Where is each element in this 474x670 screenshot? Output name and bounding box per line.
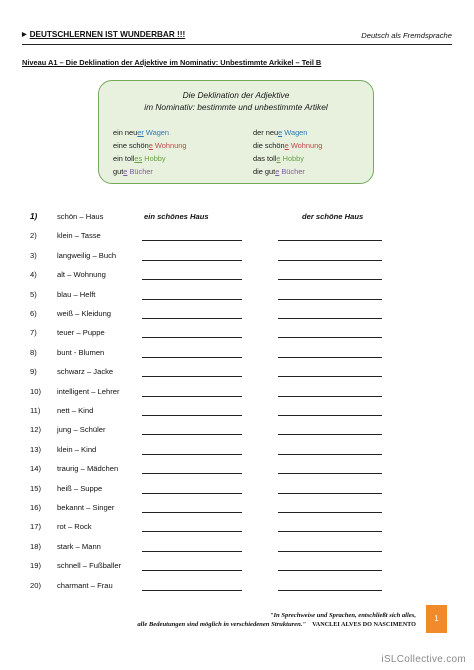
exercise-prompt: charmant – Frau <box>57 580 113 590</box>
answer-definite: der schöne Haus <box>302 212 364 221</box>
answer-blank-indefinite[interactable] <box>142 434 242 435</box>
answer-blank-definite[interactable] <box>278 357 382 358</box>
exercise-prompt: teuer – Puppe <box>57 328 105 338</box>
quote-line2: alle Bedeutungen sind möglich in verschiedenen Strukturen." VANCLEI ALVES DO NASCIMENTO <box>137 621 416 628</box>
answer-blank-definite[interactable] <box>278 299 382 300</box>
example-definite-1: der neue Wagen <box>253 128 308 137</box>
triangle-bullet-icon: ▶ <box>22 32 27 38</box>
exercise-number: 5) <box>30 289 37 299</box>
answer-blank-definite[interactable] <box>278 493 382 494</box>
example-indefinite-4: gute Bücher <box>113 167 153 176</box>
example-indefinite-2: eine schöne Wohnung <box>113 141 187 150</box>
grammar-box-title-line2: im Nominativ: bestimmte und unbestimmte Artikel <box>144 102 328 112</box>
answer-blank-indefinite[interactable] <box>142 299 242 300</box>
exercise-number: 9) <box>30 367 37 377</box>
exercise-prompt: klein – Tasse <box>57 231 101 241</box>
exercise-number: 19) <box>30 561 41 571</box>
exercise-row <box>0 581 474 595</box>
exercise-prompt: alt – Wohnung <box>57 270 106 280</box>
exercise-prompt: schwarz – Jacke <box>57 367 114 377</box>
exercise-number: 1) <box>30 212 38 221</box>
example-definite-4: die gute Bücher <box>253 167 305 176</box>
exercise-row <box>0 348 474 362</box>
site-watermark: iSLCollective.com <box>381 654 466 665</box>
exercise-row <box>0 367 474 381</box>
exercise-row <box>0 309 474 323</box>
exercise-number: 8) <box>30 347 37 357</box>
exercise-number: 16) <box>30 503 41 512</box>
grammar-box <box>98 80 374 184</box>
worksheet-series-title: ▶ DEUTSCHLERNEN IST WUNDERBAR !!! <box>22 30 186 39</box>
answer-blank-indefinite[interactable] <box>142 337 242 338</box>
exercise-row <box>0 503 474 517</box>
exercise-row <box>0 445 474 459</box>
exercise-prompt: stark – Mann <box>57 541 101 551</box>
exercise-number: 18) <box>30 541 41 551</box>
exercise-prompt: schnell – Fußballer <box>57 561 122 571</box>
answer-blank-definite[interactable] <box>278 240 382 241</box>
exercise-number: 6) <box>30 309 37 318</box>
exercise-prompt: bunt - Blumen <box>57 347 105 357</box>
exercise-prompt: intelligent – Lehrer <box>57 386 120 396</box>
example-definite-2: die schöne Wohnung <box>253 141 323 150</box>
page-number: 1 <box>426 605 447 633</box>
answer-blank-definite[interactable] <box>278 279 382 280</box>
exercise-number: 15) <box>30 483 41 493</box>
exercise-row <box>0 212 474 226</box>
exercise-number: 20) <box>30 580 41 590</box>
answer-blank-indefinite[interactable] <box>142 279 242 280</box>
answer-blank-indefinite[interactable] <box>142 531 242 532</box>
example-indefinite-3: ein tolles Hobby <box>113 154 166 163</box>
exercise-prompt: nett – Kind <box>57 406 94 415</box>
answer-blank-definite[interactable] <box>278 551 382 552</box>
answer-blank-definite[interactable] <box>278 415 382 416</box>
exercise-number: 17) <box>30 522 41 532</box>
exercise-number: 4) <box>30 270 37 280</box>
answer-blank-definite[interactable] <box>278 473 382 474</box>
exercise-row <box>0 406 474 420</box>
exercise-prompt: traurig – Mädchen <box>57 464 119 474</box>
course-label: Deutsch als Fremdsprache <box>361 31 452 40</box>
answer-blank-indefinite[interactable] <box>142 318 242 319</box>
answer-blank-indefinite[interactable] <box>142 415 242 416</box>
exercise-row <box>0 425 474 439</box>
answer-blank-definite[interactable] <box>278 512 382 513</box>
exercise-number: 10) <box>30 386 41 396</box>
exercise-row <box>0 522 474 536</box>
answer-blank-definite[interactable] <box>278 590 382 591</box>
answer-blank-indefinite[interactable] <box>142 396 242 397</box>
exercise-row <box>0 290 474 304</box>
exercise-prompt: rot – Rock <box>57 522 92 532</box>
answer-blank-definite[interactable] <box>278 318 382 319</box>
exercise-number: 7) <box>30 328 37 338</box>
answer-blank-definite[interactable] <box>278 376 382 377</box>
exercise-prompt: jung – Schüler <box>57 425 106 435</box>
exercise-row <box>0 328 474 342</box>
exercise-prompt: klein – Kind <box>57 444 97 454</box>
example-definite-3: das tolle Hobby <box>253 154 304 163</box>
example-indefinite-1: ein neuer Wagen <box>113 128 170 137</box>
answer-blank-indefinite[interactable] <box>142 260 242 261</box>
answer-blank-indefinite[interactable] <box>142 473 242 474</box>
answer-blank-indefinite[interactable] <box>142 493 242 494</box>
answer-blank-indefinite[interactable] <box>142 551 242 552</box>
exercise-number: 13) <box>30 444 41 454</box>
answer-blank-definite[interactable] <box>278 570 382 571</box>
exercise-prompt: bekannt – Singer <box>57 503 115 512</box>
exercise-row <box>0 464 474 478</box>
answer-blank-definite[interactable] <box>278 454 382 455</box>
exercise-row <box>0 231 474 245</box>
answer-blank-indefinite[interactable] <box>142 512 242 513</box>
exercise-prompt: blau – Helft <box>57 289 96 299</box>
answer-blank-indefinite[interactable] <box>142 454 242 455</box>
answer-blank-definite[interactable] <box>278 531 382 532</box>
exercise-row <box>0 251 474 265</box>
exercise-number: 3) <box>30 250 37 260</box>
exercise-prompt: weiß – Kleidung <box>57 309 112 318</box>
answer-blank-indefinite[interactable] <box>142 570 242 571</box>
answer-blank-definite[interactable] <box>278 260 382 261</box>
answer-blank-indefinite[interactable] <box>142 357 242 358</box>
answer-blank-indefinite[interactable] <box>142 376 242 377</box>
exercise-number: 11) <box>30 406 41 415</box>
exercise-row <box>0 542 474 556</box>
answer-blank-definite[interactable] <box>278 337 382 338</box>
exercise-prompt: heiß – Suppe <box>57 483 103 493</box>
quote-line1: "In Sprechweise und Sprachen, entschließt sich alles, <box>269 612 416 619</box>
worksheet-subtitle: Niveau A1 – Die Deklination der Adjektive im Nominativ: Unbestimmte Arkikel – Teil B <box>22 58 322 67</box>
exercise-row <box>0 270 474 284</box>
exercise-number: 12) <box>30 425 41 435</box>
answer-blank-definite[interactable] <box>278 434 382 435</box>
exercise-row <box>0 561 474 575</box>
exercise-row <box>0 387 474 401</box>
grammar-box-title-line1: Die Deklination der Adjektive <box>182 90 290 100</box>
exercise-number: 14) <box>30 464 41 474</box>
quote-author: VANCLEI ALVES DO NASCIMENTO <box>312 621 416 628</box>
answer-blank-indefinite[interactable] <box>142 590 242 591</box>
exercise-prompt: schön – Haus <box>57 212 104 221</box>
answer-blank-definite[interactable] <box>278 396 382 397</box>
exercise-row <box>0 484 474 498</box>
answer-blank-indefinite[interactable] <box>142 240 242 241</box>
exercise-prompt: langweilig – Buch <box>57 250 117 260</box>
answer-indefinite: ein schönes Haus <box>144 212 209 221</box>
exercise-number: 2) <box>30 231 37 241</box>
quote <box>137 611 416 629</box>
page-header <box>22 30 452 45</box>
